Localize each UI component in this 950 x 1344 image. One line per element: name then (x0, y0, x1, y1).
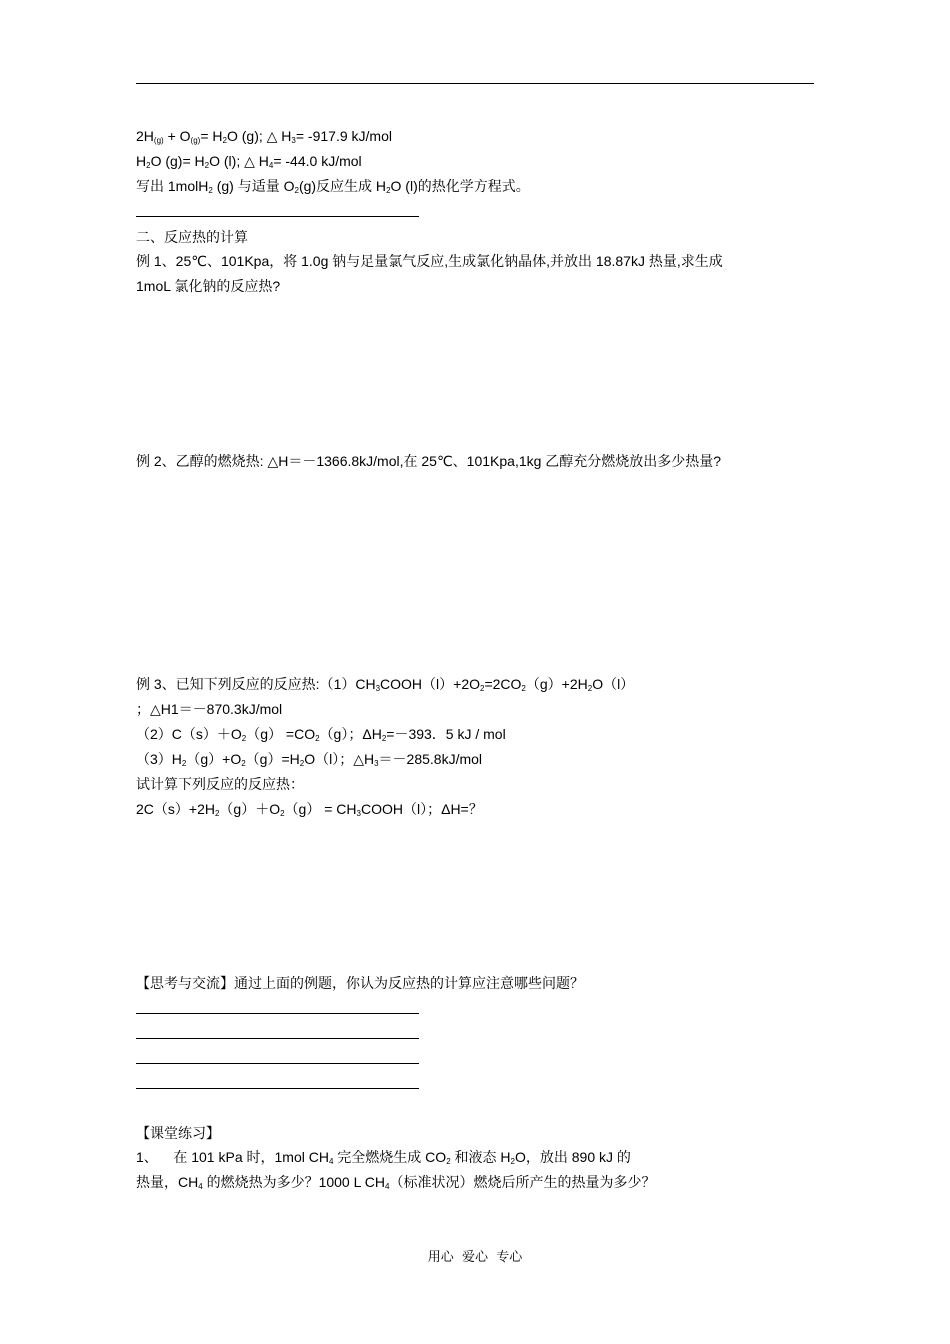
header-rule (136, 83, 814, 84)
subscript: 2 (386, 186, 391, 195)
text: O (l); △ H (209, 153, 269, 169)
example-1-line-2: 1moL 氯化钠的反应热? (136, 278, 281, 294)
text: = -44.0 kJ/mol (273, 153, 362, 169)
text: ＝－285.8kJ/mol (378, 751, 483, 767)
example-3-line-2: ；△H1＝－870.3kJ/mol (136, 701, 283, 717)
example-2: 例 2、乙醇的燃烧热: △H＝－1366.8kJ/mol,在 25℃、101Kpa,1kg 乙醇充分燃烧放出多少热量? (136, 453, 722, 469)
example-3-line-5: 试计算下列反应的反应热： (136, 776, 304, 792)
practice-1-line-2 (136, 1173, 655, 1191)
subscript: 2 (241, 734, 247, 743)
equation-h4 (136, 152, 362, 170)
text: + O (163, 128, 191, 144)
example-3-line-3 (136, 725, 506, 743)
subscript: 2 (587, 684, 593, 693)
subscript: 2 (181, 759, 187, 768)
text: （g）=H (245, 751, 300, 767)
subscript: 2 (510, 1157, 515, 1166)
text: =2CO (484, 676, 522, 692)
text: 写出 1molH (136, 178, 209, 194)
subscript: 2 (315, 734, 320, 743)
text: O（l）；△H (304, 751, 375, 767)
example-3-line-4 (136, 750, 482, 768)
text: （g） =CO (246, 726, 316, 742)
subscript: 2 (299, 759, 305, 768)
answer-blank-line (136, 216, 419, 217)
text: （g） = CH (284, 801, 357, 817)
text: （g）+O (186, 751, 242, 767)
text: H (136, 153, 147, 169)
subscript: 3 (356, 809, 361, 818)
subscript: 2 (241, 759, 246, 768)
text: 2H (136, 128, 154, 144)
text: 例 3、已知下列反应的反应热:（1）CH (136, 676, 376, 692)
subscript: 2 (204, 161, 210, 170)
text: （g）；ΔH (319, 726, 382, 742)
text: 热量，CH (136, 1174, 199, 1190)
text: （g）+2H (525, 676, 588, 692)
example-3-line-1 (136, 675, 634, 693)
answer-line-1 (136, 1013, 419, 1014)
task-instruction (136, 177, 530, 195)
subscript: 2 (294, 186, 299, 195)
text: 2C（s）+2H (136, 801, 215, 817)
section-title: 二、反应热的计算 (136, 229, 248, 245)
text: O (g); △ H (226, 128, 292, 144)
answer-line-3 (136, 1063, 419, 1064)
subscript: 4 (385, 1182, 390, 1191)
subscript: 2 (480, 684, 485, 693)
subscript: 4 (268, 161, 274, 170)
text: 完全燃烧生成 CO (333, 1149, 447, 1165)
text: （g）＋O (219, 801, 281, 817)
text: = -917.9 kJ/mol (295, 128, 392, 144)
subscript: 2 (280, 809, 285, 818)
text: O (l)的热化学方程式。 (390, 178, 530, 194)
example-3-line-6 (136, 800, 483, 818)
text: O (g)= H (150, 153, 205, 169)
think-and-discuss: 【思考与交流】通过上面的例题，你认为反应热的计算应注意哪些问题？ (136, 975, 584, 991)
text: （2）C（s）＋O (136, 726, 242, 742)
subscript: 2 (222, 136, 227, 145)
subscript: 4 (198, 1182, 203, 1191)
subscript: 2 (381, 734, 387, 743)
text: 和液态 H (450, 1149, 511, 1165)
subscript: 2 (446, 1157, 451, 1166)
subscript: 3 (374, 759, 379, 768)
subscript: (g) (190, 136, 201, 145)
subscript: 3 (291, 136, 296, 145)
text: 的燃烧热为多少？1000 L CH (202, 1174, 385, 1190)
page-footer: 用心 爱心 专心 (427, 1250, 523, 1265)
subscript: 2 (214, 809, 220, 818)
text: （3）H (136, 751, 182, 767)
text: O，放出 890 kJ 的 (514, 1149, 631, 1165)
practice-1-line-1 (136, 1148, 631, 1166)
subscript: (g) (153, 136, 164, 145)
text: (g) 与适量 O (212, 178, 295, 194)
text: （标准状况）燃烧后所产生的热量为多少？ (389, 1174, 656, 1190)
text: =－393．5 kJ / mol (386, 726, 506, 742)
answer-line-4 (136, 1088, 419, 1089)
text: O（l） (592, 676, 635, 692)
subscript: 3 (375, 684, 381, 693)
practice-title: 【课堂练习】 (136, 1125, 220, 1141)
text: = H (200, 128, 223, 144)
subscript: 2 (146, 161, 151, 170)
equation-h3 (136, 127, 392, 145)
subscript: 2 (208, 186, 213, 195)
subscript: 2 (521, 684, 526, 693)
text: (g)反应生成 H (298, 178, 387, 194)
example-1-line-1: 例 1、25℃、101Kpa，将 1.0g 钠与足量氯气反应,生成氯化钠晶体,并放出 18.87kJ 热量,求生成 (136, 253, 723, 269)
text: COOH（l）+2O (380, 676, 480, 692)
answer-line-2 (136, 1038, 419, 1039)
subscript: 4 (328, 1157, 334, 1166)
text: COOH（l）；ΔH=？ (360, 801, 483, 817)
text: 1、 在 101 kPa 时，1mol CH (136, 1149, 329, 1165)
